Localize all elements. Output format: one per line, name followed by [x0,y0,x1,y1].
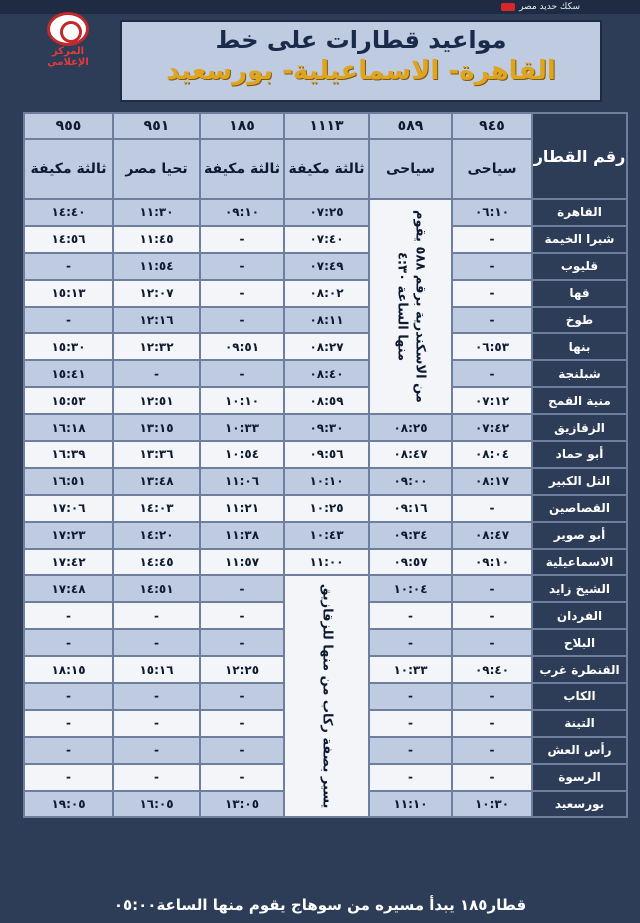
train-type: ثالثة مكيفة [284,139,369,199]
station-name: الكاب [532,683,627,710]
time-cell: - [113,683,200,710]
station-name: الزقازيق [532,414,627,441]
time-cell: - [452,710,532,737]
time-cell: - [24,307,113,334]
time-cell: ٠٩:٥١ [200,333,284,360]
table-row [24,468,627,495]
train-number: ١٨٥ [200,113,284,139]
time-cell: ١٣:١٥ [113,414,200,441]
time-cell: ١٤:٥١ [113,575,200,602]
train-number-label: رقم القطار [532,113,627,199]
time-cell: - [113,710,200,737]
time-cell: ١٩:٠٥ [24,791,113,818]
time-cell: ١٧:٤٨ [24,575,113,602]
time-cell: ١٤:٤٥ [113,549,200,576]
time-cell: ١٢:٢٥ [200,656,284,683]
route-title: القاهرة- الاسماعيلية- بورسعيد [166,56,556,86]
time-cell: ٠٧:١٢ [452,387,532,414]
station-name: القاهرة [532,199,627,226]
train-number: ٩٥٥ [24,113,113,139]
time-cell: - [452,280,532,307]
station-name: أبو حماد [532,441,627,468]
time-cell: - [369,764,452,791]
time-cell: - [452,683,532,710]
video-icon [501,3,515,11]
time-cell: - [452,737,532,764]
time-cell: - [24,737,113,764]
time-cell: ٠٨:٠٤ [452,441,532,468]
station-name: بورسعيد [532,791,627,818]
time-cell: - [200,710,284,737]
time-cell: - [113,602,200,629]
station-name: البلاح [532,629,627,656]
logo [33,12,103,70]
time-cell: ١٧:٢٣ [24,522,113,549]
time-cell: - [369,737,452,764]
train-type: ثالثة مكيفة [200,139,284,199]
time-cell: ١٥:٥٣ [24,387,113,414]
table-row [24,199,627,226]
time-cell: ١٣:٠٥ [200,791,284,818]
time-cell: - [113,764,200,791]
time-cell: ١٢:٣٢ [113,333,200,360]
logo-text: المركز الإعلامي [47,46,89,68]
train-number: ١١١٣ [284,113,369,139]
time-cell: ١١:٣٨ [200,522,284,549]
time-cell: ٠٨:٥٩ [284,387,369,414]
station-name: الرسوة [532,764,627,791]
station-name: التل الكبير [532,468,627,495]
time-cell: ١١:٠٦ [200,468,284,495]
station-name: شبلنجة [532,360,627,387]
time-cell: ١١:٣٠ [113,199,200,226]
time-cell: - [452,602,532,629]
time-cell: ١٢:١٦ [113,307,200,334]
time-cell: - [200,280,284,307]
train-number: ٩٤٥ [452,113,532,139]
table-row [24,360,627,387]
time-cell: ٠٦:٥٣ [452,333,532,360]
time-cell: - [200,360,284,387]
page-title: مواعيد قطارات على خط [215,26,507,54]
station-name: قليوب [532,253,627,280]
time-cell: ١٥:١٦ [113,656,200,683]
station-name: القنطرة غرب [532,656,627,683]
time-cell: ١٥:٤١ [24,360,113,387]
time-cell: ١١:٤٥ [113,226,200,253]
station-name: رأس العش [532,737,627,764]
time-cell: - [24,764,113,791]
table-row [24,575,627,602]
time-cell: ١٠:٢٥ [284,495,369,522]
time-cell: - [200,253,284,280]
time-cell: - [113,360,200,387]
time-cell: ٠٧:٤٩ [284,253,369,280]
time-cell: ٠٨:٢٧ [284,333,369,360]
station-name: بنها [532,333,627,360]
time-cell: ١٧:٤٢ [24,549,113,576]
time-cell: ١٦:٠٥ [113,791,200,818]
time-cell: ١٦:١٨ [24,414,113,441]
time-cell: - [200,602,284,629]
time-cell: - [113,737,200,764]
time-cell: ٠٩:٣٠ [284,414,369,441]
note-1113: يسير بصفة ركاب من منها للزقازيق [319,584,335,809]
train-type: ثالثة مكيفة [24,139,113,199]
time-cell: ١١:٥٧ [200,549,284,576]
time-cell: ٠٨:١٧ [452,468,532,495]
time-cell: ١٠:٣٣ [200,414,284,441]
time-cell: - [24,710,113,737]
table-row [24,549,627,576]
time-cell: ١٥:١٣ [24,280,113,307]
time-cell: ١٤:٢٠ [113,522,200,549]
time-cell: - [113,629,200,656]
train-number-row [24,113,627,139]
time-cell: - [369,683,452,710]
station-name: أبو صوير [532,522,627,549]
table-row [24,522,627,549]
footer-note: قطار١٨٥ يبدأ مسيره من سوهاج يقوم منها الساعة٠٥:٠٠ [113,896,527,914]
top-brand [501,2,580,12]
time-cell: ١٠:٤٣ [284,522,369,549]
time-cell: ٠٩:١٠ [200,199,284,226]
time-cell: ١٠:٣٠ [452,791,532,818]
time-cell: ١٠:٥٤ [200,441,284,468]
time-cell: - [452,253,532,280]
station-name: الفردان [532,602,627,629]
table-row [24,387,627,414]
time-cell: ١٦:٥١ [24,468,113,495]
table-row [24,253,627,280]
train-number: ٩٥١ [113,113,200,139]
time-cell: ١٥:٣٠ [24,333,113,360]
time-cell: ٠٩:٥٧ [369,549,452,576]
time-cell: ٠٨:٤٧ [452,522,532,549]
time-cell: ١٤:٤٠ [24,199,113,226]
time-cell: ١٦:٣٩ [24,441,113,468]
train-number: ٥٨٩ [369,113,452,139]
note-cell-589 [369,199,452,414]
time-cell: ٠٨:٠٢ [284,280,369,307]
table-row [24,333,627,360]
time-cell: - [452,226,532,253]
time-cell: ١٨:١٥ [24,656,113,683]
time-cell: ٠٧:٤٢ [452,414,532,441]
time-cell: - [24,602,113,629]
table-row [24,307,627,334]
time-cell: - [452,360,532,387]
table-row [24,226,627,253]
station-name: التينة [532,710,627,737]
time-cell: - [452,575,532,602]
time-cell: - [200,575,284,602]
note-cell-1113 [284,575,369,817]
time-cell: ١١:٥٤ [113,253,200,280]
time-cell: ١٤:٠٣ [113,495,200,522]
station-name: شبرا الخيمة [532,226,627,253]
time-cell: - [24,683,113,710]
time-cell: - [200,737,284,764]
time-cell: - [452,307,532,334]
station-name: منية القمح [532,387,627,414]
train-type: سياحى [369,139,452,199]
time-cell: ١٤:٥٦ [24,226,113,253]
time-cell: - [24,629,113,656]
time-cell: ٠٩:٤٠ [452,656,532,683]
time-cell: ٠٩:١٠ [452,549,532,576]
time-cell: - [200,307,284,334]
train-type: سياحى [452,139,532,199]
time-cell: - [200,764,284,791]
time-cell: ١٢:٥١ [113,387,200,414]
station-name: الاسماعيلية [532,549,627,576]
time-cell: ١٠:٣٣ [369,656,452,683]
time-cell: ١٣:٤٨ [113,468,200,495]
time-cell: ٠٨:١١ [284,307,369,334]
time-cell: ١٠:٠٤ [369,575,452,602]
table-row [24,495,627,522]
time-cell: ٠٨:٤٧ [369,441,452,468]
time-cell: ٠٩:٠٠ [369,468,452,495]
brand-text: سكك حديد مصر [519,2,580,12]
time-cell: - [24,253,113,280]
time-cell: ٠٨:٤٠ [284,360,369,387]
time-cell: - [200,683,284,710]
time-cell: - [452,629,532,656]
time-cell: ١٢:٠٧ [113,280,200,307]
time-cell: ١١:٠٠ [284,549,369,576]
table-row [24,441,627,468]
time-cell: ١٧:٠٦ [24,495,113,522]
time-cell: ٠٧:٢٥ [284,199,369,226]
time-cell: ٠٩:٥٦ [284,441,369,468]
time-cell: ٠٧:٤٠ [284,226,369,253]
time-cell: - [452,495,532,522]
time-cell: ١٣:٣٦ [113,441,200,468]
time-cell: ١٠:١٠ [284,468,369,495]
time-cell: - [200,629,284,656]
time-cell: - [200,226,284,253]
note-589: من الاسكندرية برقم ٥٨٨ يقوم منها الساعة ٤:٣٠ [394,210,428,403]
station-name: الشيخ زايد [532,575,627,602]
time-cell: - [369,710,452,737]
time-cell: ١١:٢١ [200,495,284,522]
time-cell: ١٠:١٠ [200,387,284,414]
table-row [24,414,627,441]
train-type: تحيا مصر [113,139,200,199]
time-cell: ٠٩:١٦ [369,495,452,522]
logo-mark-icon [47,12,89,46]
time-cell: - [369,629,452,656]
time-cell: ٠٨:٢٥ [369,414,452,441]
time-cell: - [452,764,532,791]
time-cell: ٠٦:١٠ [452,199,532,226]
table-row [24,280,627,307]
timetable [23,112,628,818]
station-name: طوخ [532,307,627,334]
time-cell: ٠٩:٣٤ [369,522,452,549]
title-box [120,20,602,102]
station-name: قها [532,280,627,307]
station-name: القصاصين [532,495,627,522]
time-cell: - [369,602,452,629]
time-cell: ١١:١٠ [369,791,452,818]
